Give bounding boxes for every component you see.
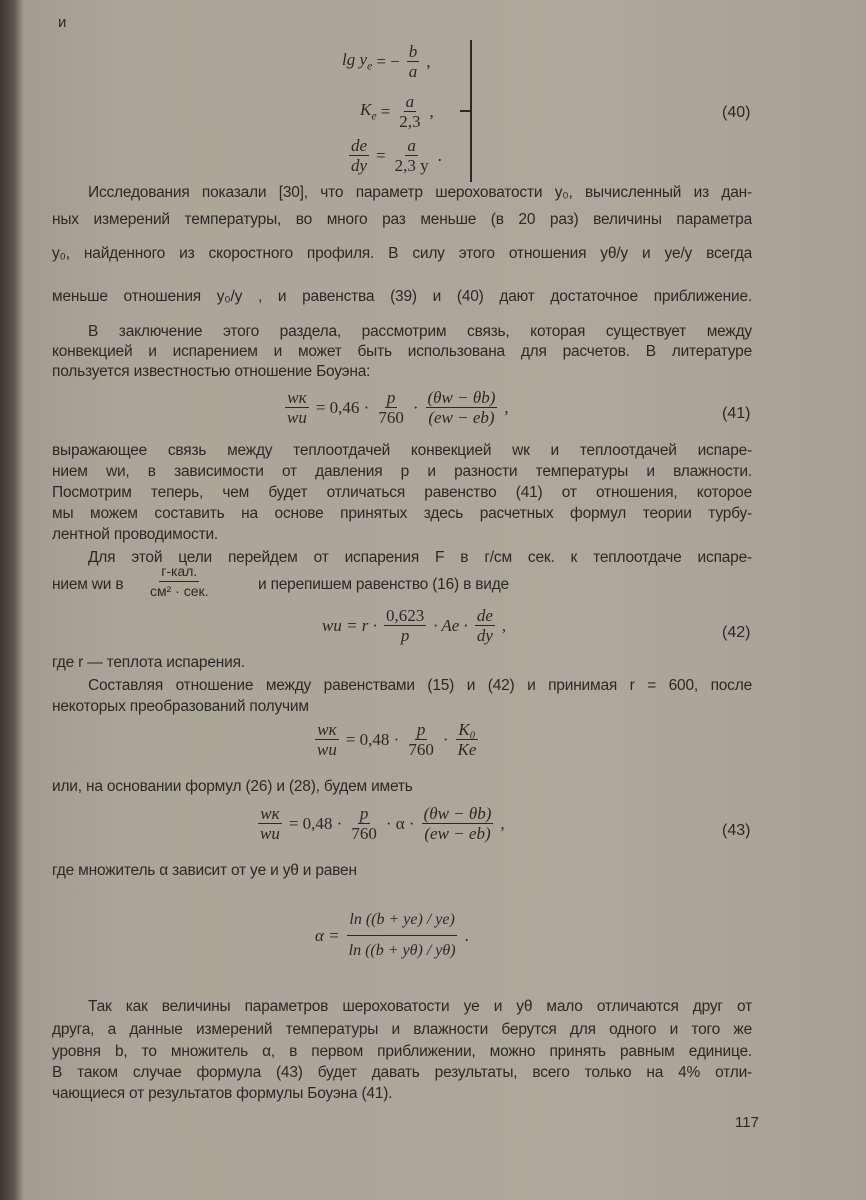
page-number: 117 [735, 1114, 759, 1131]
eq40-lhs: $\lg y_e$ [342, 49, 373, 73]
eq-tail: , [501, 615, 507, 635]
paragraph-line: нием wи, в зависимости от давления p и разности температуры и влажности. [52, 463, 752, 480]
fraction: $\frac{a}{2,3}$ [399, 92, 421, 131]
paragraph-line: нием wи в [52, 576, 124, 593]
fraction: de dy [476, 606, 493, 645]
eq-lhs: wи = r · [322, 615, 377, 635]
fraction: (θw − θb) (ew − eb) [427, 388, 496, 427]
fraction: wк wи [260, 804, 280, 843]
paragraph-line: или, на основании формул (26) и (28), будем иметь [52, 778, 413, 795]
equation-label-42: (42) [722, 624, 751, 641]
fraction: p 760 [408, 720, 434, 759]
paragraph-line: Составляя отношение между равенствами (15) и (42) и принимая r = 600, после [88, 677, 752, 694]
eq-tail: , [500, 813, 505, 833]
fraction: $\frac{de}{dy}$ [351, 136, 368, 175]
paragraph-line: конвекцией и испарением и может быть использована для расчетов. В литературе [52, 343, 752, 360]
coefficient: = 0,48 · [345, 729, 400, 749]
equation-label-43: (43) [722, 822, 751, 839]
paragraph-line: ных измерений температуры, во много раз меньше (в 20 раз) величины параметра [52, 211, 752, 228]
paragraph-line: друга, а данные измерений температуры и влажности берутся для одного и того же [52, 1021, 752, 1038]
fraction: wк wи [287, 388, 307, 427]
fraction: $\frac{a}{2,3 y}$ [394, 136, 429, 175]
coefficient: = 0,46 · [315, 397, 370, 417]
fraction: 0,623 p [385, 606, 425, 645]
eq40-lhs: $K_e$ [360, 99, 377, 123]
paragraph-line: Исследования показали [30], что параметр шероховатости y₀, вычисленный из дан- [88, 184, 752, 201]
equation-40-line2 [360, 92, 434, 131]
equation-40-line1 [342, 42, 431, 81]
equation-41: wк wи = 0,46 · p 760 · (θw − θb) (ew − eb) , [287, 388, 509, 427]
paragraph-line: Так как величины параметров шероховатости ye и yθ мало отличаются друг от [88, 998, 752, 1015]
paragraph-line: некоторых преобразований получим [52, 698, 309, 715]
equation-42 [322, 606, 506, 645]
unit-fraction [145, 562, 214, 601]
paragraph-line: пользуется известностью отношение Боуэна: [52, 363, 371, 380]
equation-label-41: (41) [722, 405, 751, 422]
equation-ratio [312, 720, 481, 759]
eq-tail: , [504, 397, 509, 417]
paragraph-line: y₀, найденного из скоростного профиля. В силу этого отношения yθ/y и ye/y всегда [52, 245, 752, 262]
equation-alpha [315, 905, 469, 966]
equation-label-40: (40) [722, 104, 751, 121]
dot: · [442, 729, 449, 749]
paragraph-line: В заключение этого раздела, рассмотрим связь, которая существует между [88, 323, 752, 340]
eq40-eq: = [376, 145, 386, 165]
fraction: г-кал. см² · сек. [150, 563, 209, 599]
fraction: p 760 [351, 804, 377, 843]
fraction: p 760 [378, 388, 404, 427]
eq-tail: . [464, 925, 469, 945]
eq40-tail: , [429, 101, 434, 121]
paragraph-line: меньше отношения y₀/y , и равенства (39) и (40) дают достаточное приближение. [52, 288, 752, 305]
paragraph-line: лентной проводимости. [52, 526, 219, 543]
paragraph-line: где r — теплота испарения. [52, 654, 245, 671]
paragraph-line: чающиеся от результатов формулы Боуэна (41). [52, 1085, 393, 1102]
paragraph-line: мы можем составить на основе принятых здесь расчетных формул теории турбу- [52, 505, 752, 522]
paragraph-line: Посмотрим теперь, чем будет отличаться равенство (41) от отношения, которое [52, 484, 752, 501]
fraction: $\frac{b}{a}$ [408, 42, 418, 81]
eq40-tail: , [426, 51, 431, 71]
paragraph-line: уровня b, то множитель α, в первом приближении, можно принять равным единице. [52, 1043, 752, 1060]
equation-brace [470, 40, 472, 182]
equation-43 [255, 804, 505, 843]
equation-40-line3 [346, 136, 442, 175]
eq40-eq: = − [376, 51, 400, 71]
paragraph-line: и перепишем равенство (16) в виде [258, 576, 509, 593]
fraction: $\frac{\ln ((b + ye) / ye)}{\ln ((b + y\theta) / y\theta)}$ [347, 905, 458, 966]
eq-lhs: α = [315, 925, 340, 945]
eq-mid: · Ae · [433, 615, 468, 635]
eq-mid: · α · [385, 813, 415, 833]
top-word: и [58, 14, 67, 31]
paragraph-line: В таком случае формула (43) будет давать результаты, всего только на 4% отли- [52, 1064, 752, 1081]
fraction: wк wи [317, 720, 337, 759]
eq40-eq: = [380, 101, 391, 121]
coefficient: = 0,48 · [288, 813, 343, 833]
paragraph-line: выражающее связь между теплоотдачей конвекцией wк и теплоотдачей испаре- [52, 442, 752, 459]
fraction: K₀ Ke [457, 720, 477, 759]
eq40-tail: . [437, 145, 442, 165]
fraction: (θw − θb) (ew − eb) [423, 804, 492, 843]
paragraph-line: где множитель α зависит от ye и yθ и равен [52, 862, 357, 879]
paragraph-line: Для этой цели перейдем от испарения F в г/см сек. к теплоотдаче испаре- [88, 549, 752, 566]
